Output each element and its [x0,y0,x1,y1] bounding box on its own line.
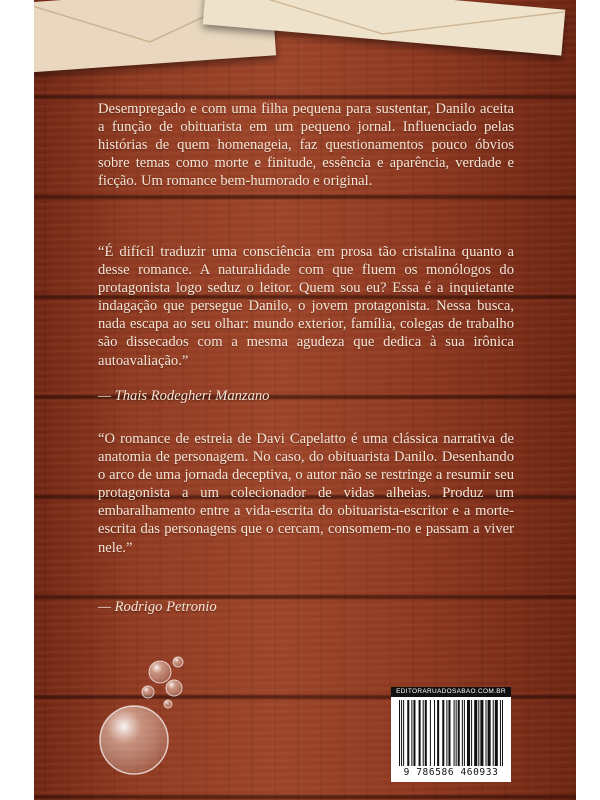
barcode-bar [448,700,450,766]
barcode-bar [500,700,501,766]
barcode-bar [411,700,412,766]
barcode-bar [502,700,503,766]
barcode-bar [480,700,483,766]
barcode-bar [464,700,465,766]
barcode-bar [423,700,424,766]
second-review-author: — Rodrigo Petronio [98,599,217,615]
barcode-bar [467,700,470,766]
barcode-bar [478,700,479,766]
barcode-bar [399,700,400,766]
barcode-bar [495,700,498,766]
second-review-text: “O romance de estreia de Davi Capelatto é uma clássica narrativa de anatomia de personagem. No caso, do obituarista Danilo. Desenhando o arco de uma jornada deceptiva, o autor não se restringe a resumir seu protagonista a um colecionador de vidas alheias. Produz um embaralhamento entre a vida-escrita do obituarista-escritor e a morte-escrita das personagens que o cercam, consomem-no e passam a viver nele.” [98,431,514,556]
barcode-bar [456,700,457,766]
barcode-bar [458,700,460,766]
barcode-bar [437,700,439,766]
barcode-bar [493,700,494,766]
synopsis-paragraph [98,100,514,190]
second-review-quote [98,430,514,557]
barcode-bar [442,700,444,766]
barcode-bar [419,700,421,766]
first-review-text: “É difícil traduzir uma consciência em prosa tão cristalina quanto a desse romance. A naturalidade com que fluem os monólogos do protagonista logo seduz o leitor. Quem sou eu? Essa é a inquietante indagação que persegue Danilo, o jovem protagonista. Nessa busca, nada escapa ao seu olhar: mundo exterior, família, colegas de trabalho são dissecados com a mesma agudeza que dedica à sua irônica autoavaliação.” [98,244,514,369]
isbn-barcode-label [391,687,511,782]
barcode-graphic [397,700,505,770]
barcode-bar [462,700,463,766]
barcode-bar [471,700,472,766]
first-review-author: — Thais Rodegheri Manzano [98,388,270,404]
barcode-bar [403,700,404,766]
isbn-number: 9 786586 460933 [403,767,499,778]
barcode-bar [425,700,427,766]
publisher-url: EDITORARUADOSABAO.COM.BR [391,687,511,697]
first-review-quote [98,243,514,370]
barcode-bar [486,700,487,766]
barcode-bar [434,700,435,766]
barcode-bar [401,700,402,766]
barcode-bar [413,700,415,766]
barcode-bar [474,700,477,766]
synopsis-text: Desempregado e com uma filha pequena para sustentar, Danilo aceita a função de obituarista em um pequeno jornal. Influenciado pelas histórias de quem homenageia, faz questionamentos pouco óbvios sobre temas como morte e finitude, essência e aparência, verdade e ficção. Um romance bem-humorado e original. [98,101,514,190]
barcode-bar [488,700,491,766]
barcode-bar [454,700,455,766]
soap-bubbles-icon [88,642,208,782]
barcode-bar [430,700,431,766]
barcode-bar [446,700,447,766]
barcode-bar [407,700,409,766]
